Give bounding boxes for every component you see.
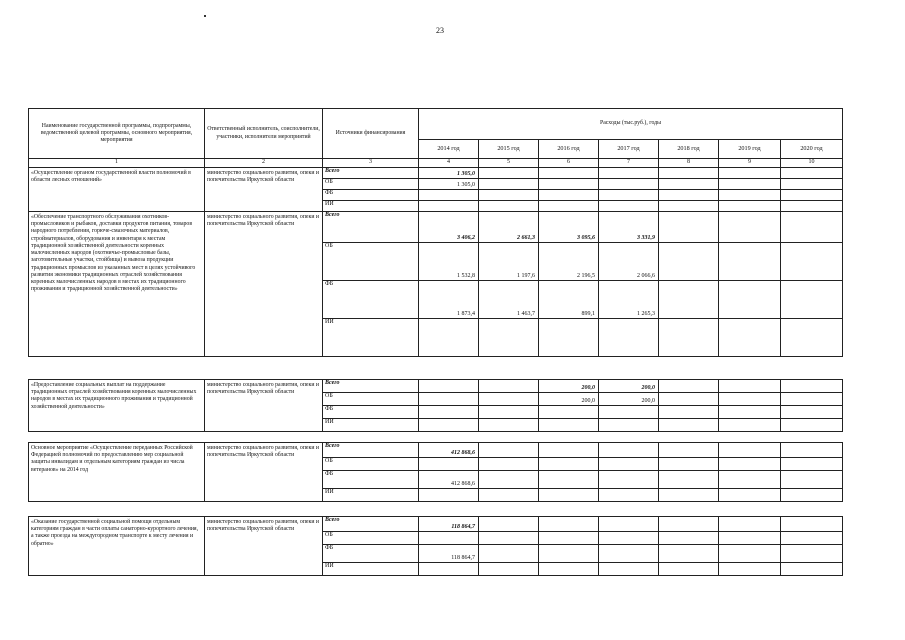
expense-value: [659, 489, 719, 502]
expense-value: [479, 471, 539, 489]
expense-value: [719, 179, 781, 190]
expense-value: 200,0: [599, 380, 659, 393]
expense-value: 118 864,7: [419, 545, 479, 563]
expense-value: [539, 458, 599, 471]
expense-value: [539, 179, 599, 190]
funding-source: ОБ: [323, 179, 419, 190]
expense-value: [659, 179, 719, 190]
expense-value: [719, 563, 781, 576]
expense-value: [659, 281, 719, 319]
expense-value: [781, 419, 843, 432]
funding-source: ФБ: [323, 406, 419, 419]
header-name: Наименование государственной программы, подпрограммы, ведомственной целевой программы, основного мероприятия, мероприятия: [29, 109, 205, 159]
responsible-executor: министерство социального развития, опеки и попечительства Иркутской области: [205, 168, 323, 212]
expense-value: 2 066,6: [599, 243, 659, 281]
funding-source: ОБ: [323, 458, 419, 471]
expense-value: [781, 517, 843, 532]
column-number: 2: [205, 159, 323, 168]
expense-value: [719, 471, 781, 489]
expense-value: 3 406,2: [419, 212, 479, 243]
header-year: 2016 год: [539, 140, 599, 159]
activity-name: Основное мероприятие «Осуществление переданных Российской Федерацией полномочий по предоставлению мер социальной защиты инвалидам и отдельным категориям граждан из числа ветеранов» на 2014 год: [29, 443, 205, 502]
spacer-row: [29, 502, 843, 517]
expense-value: 1 532,8: [419, 243, 479, 281]
header-year: 2019 год: [719, 140, 781, 159]
funding-source: ФБ: [323, 545, 419, 563]
expense-value: [599, 563, 659, 576]
expense-value: [419, 319, 479, 357]
expense-value: [479, 545, 539, 563]
spacer-row: [29, 357, 843, 380]
expense-value: [419, 380, 479, 393]
expense-value: 3 095,6: [539, 212, 599, 243]
expense-value: [659, 243, 719, 281]
expense-value: [781, 406, 843, 419]
expense-value: [781, 201, 843, 212]
expense-value: [659, 545, 719, 563]
expense-value: [781, 212, 843, 243]
expense-value: [659, 319, 719, 357]
funding-source: Всего: [323, 517, 419, 532]
column-number: 9: [719, 159, 781, 168]
expense-value: [719, 212, 781, 243]
expense-value: [419, 489, 479, 502]
expense-value: [419, 458, 479, 471]
expense-value: [479, 458, 539, 471]
expense-value: [539, 489, 599, 502]
column-number: 3: [323, 159, 419, 168]
expense-value: [539, 190, 599, 201]
expense-value: [781, 168, 843, 179]
expense-value: [781, 179, 843, 190]
expense-value: [599, 168, 659, 179]
expense-value: [599, 489, 659, 502]
header-responsible: Ответственный исполнитель, соисполнители, участники, исполнители мероприятий: [205, 109, 323, 159]
expense-value: [781, 532, 843, 545]
expense-value: [419, 190, 479, 201]
expense-value: [781, 443, 843, 458]
expense-value: [539, 443, 599, 458]
expense-value: [539, 201, 599, 212]
funding-source: ОБ: [323, 243, 419, 281]
expense-value: [659, 471, 719, 489]
expense-value: [659, 419, 719, 432]
expense-value: [599, 406, 659, 419]
expense-value: [659, 443, 719, 458]
expense-value: [659, 201, 719, 212]
expense-value: [479, 517, 539, 532]
expense-value: [479, 393, 539, 406]
table-header: [29, 109, 843, 168]
expense-value: [599, 471, 659, 489]
expense-value: [781, 489, 843, 502]
column-number: 8: [659, 159, 719, 168]
expense-value: [479, 168, 539, 179]
funding-source: Всего: [323, 380, 419, 393]
expense-value: [539, 406, 599, 419]
column-number: 1: [29, 159, 205, 168]
expense-value: [419, 419, 479, 432]
responsible-executor: министерство социального развития, опеки и попечительства Иркутской области: [205, 443, 323, 502]
funding-source: ИИ: [323, 201, 419, 212]
expense-value: [479, 406, 539, 419]
expense-value: [539, 532, 599, 545]
expense-value: [659, 406, 719, 419]
column-number: 5: [479, 159, 539, 168]
expense-value: [781, 319, 843, 357]
header-year: 2014 год: [419, 140, 479, 159]
table-row: [29, 212, 843, 243]
expense-value: [781, 393, 843, 406]
expense-value: [659, 532, 719, 545]
expense-value: [719, 168, 781, 179]
expense-value: 1 305,0: [419, 179, 479, 190]
funding-source: Всего: [323, 443, 419, 458]
funding-source: ИИ: [323, 319, 419, 357]
expense-value: [719, 201, 781, 212]
expense-value: [781, 545, 843, 563]
expense-value: 118 864,7: [419, 517, 479, 532]
expense-value: [719, 458, 781, 471]
expense-value: [719, 443, 781, 458]
table-row: [29, 517, 843, 532]
funding-source: Всего: [323, 168, 419, 179]
expense-value: [599, 458, 659, 471]
funding-source: ОБ: [323, 532, 419, 545]
spacer-row: [29, 432, 843, 443]
expense-value: [539, 168, 599, 179]
expense-value: [719, 281, 781, 319]
table-row: [29, 443, 843, 458]
expense-value: 2 196,5: [539, 243, 599, 281]
expense-value: [479, 419, 539, 432]
expense-value: [719, 243, 781, 281]
expense-value: 412 868,6: [419, 471, 479, 489]
expense-value: [719, 532, 781, 545]
expense-value: [479, 443, 539, 458]
expense-value: [479, 201, 539, 212]
expense-value: 2 661,3: [479, 212, 539, 243]
column-number: 6: [539, 159, 599, 168]
expense-value: [599, 319, 659, 357]
expense-value: [781, 243, 843, 281]
expense-value: [419, 201, 479, 212]
expense-value: [599, 201, 659, 212]
expense-value: [781, 380, 843, 393]
scan-speck: [204, 15, 206, 17]
expense-value: [719, 319, 781, 357]
expense-value: [419, 393, 479, 406]
expense-value: [599, 179, 659, 190]
expense-value: [659, 458, 719, 471]
expense-value: [719, 419, 781, 432]
expense-value: 899,1: [539, 281, 599, 319]
header-year: 2018 год: [659, 140, 719, 159]
expense-value: [539, 419, 599, 432]
expense-value: [599, 419, 659, 432]
funding-source: ФБ: [323, 471, 419, 489]
expense-value: [599, 517, 659, 532]
expense-value: [419, 532, 479, 545]
expense-value: [659, 563, 719, 576]
expense-value: [419, 563, 479, 576]
expense-value: [599, 443, 659, 458]
expense-value: [719, 489, 781, 502]
funding-source: ОБ: [323, 393, 419, 406]
funding-source: ИИ: [323, 419, 419, 432]
expense-value: [781, 458, 843, 471]
expense-value: [781, 563, 843, 576]
expense-value: [479, 179, 539, 190]
expense-value: 3 331,9: [599, 212, 659, 243]
expense-value: [539, 563, 599, 576]
expense-value: [479, 532, 539, 545]
expense-value: [539, 319, 599, 357]
header-year: 2017 год: [599, 140, 659, 159]
expense-value: [659, 380, 719, 393]
activity-name: «Предоставление социальных выплат на поддержание традиционных отраслей хозяйствования коренных малочисленных народов в местах их традиционного проживания и традиционной хозяйственной деятельности»: [29, 380, 205, 432]
expense-value: 200,0: [539, 393, 599, 406]
expense-value: [599, 190, 659, 201]
expense-value: [479, 489, 539, 502]
expense-value: [599, 545, 659, 563]
responsible-executor: министерство социального развития, опеки и попечительства Иркутской области: [205, 212, 323, 357]
header-source: Источники финансирования: [323, 109, 419, 159]
expense-value: [659, 190, 719, 201]
expense-value: [479, 563, 539, 576]
expense-value: [659, 393, 719, 406]
expense-value: 1 265,3: [599, 281, 659, 319]
expense-value: [479, 190, 539, 201]
expense-value: [539, 517, 599, 532]
header-year: 2015 год: [479, 140, 539, 159]
responsible-executor: министерство социального развития, опеки и попечительства Иркутской области: [205, 517, 323, 576]
table-row: [29, 168, 843, 179]
funding-source: ФБ: [323, 281, 419, 319]
expense-value: [719, 190, 781, 201]
expense-value: [719, 393, 781, 406]
expense-value: [719, 545, 781, 563]
header-year: 2020 год: [781, 140, 843, 159]
expense-value: [419, 406, 479, 419]
column-number: 10: [781, 159, 843, 168]
responsible-executor: министерство социального развития, опеки и попечительства Иркутской области: [205, 380, 323, 432]
expense-value: [659, 212, 719, 243]
expense-value: [659, 168, 719, 179]
expense-value: 200,0: [539, 380, 599, 393]
funding-source: ИИ: [323, 563, 419, 576]
expense-value: 412 868,6: [419, 443, 479, 458]
expense-value: 200,0: [599, 393, 659, 406]
column-number: 4: [419, 159, 479, 168]
expense-value: [659, 517, 719, 532]
activity-name: «Оказание государственной социальной помощи отдельным категориям граждан в части оплаты санаторно-курортного лечения, а также проезда на междугородном транспорте к месту лечения и обратно»: [29, 517, 205, 576]
expense-value: 1 305,0: [419, 168, 479, 179]
expense-value: [781, 471, 843, 489]
expense-value: [719, 380, 781, 393]
funding-source: Всего: [323, 212, 419, 243]
header-expenses: Расходы (тыс.руб.), годы: [419, 109, 843, 140]
budget-table: [28, 108, 843, 576]
expense-value: [479, 380, 539, 393]
table-row: [29, 380, 843, 393]
expense-value: [539, 471, 599, 489]
expense-value: 1 463,7: [479, 281, 539, 319]
activity-name: «Обеспечение транспортного обслуживания охотников-промысловиков и рыбаков, доставки продуктов питания, товаров народного потребления, горюче-смазочных материалов, стройматериалов, оборудования и инвентаря к местам традиционной хозяйственной деятельности коренных малочисленных народов (охотничье-промысловые базы, заготовительные участки, стойбища) и вывоза продукции традиционных промыслов из указанных мест в целях устойчивого развития экономики традиционных отраслей хозяйствования коренных малочисленных народов в местах их традиционного проживания и традиционной хозяйственной деятельности»: [29, 212, 205, 357]
expense-value: [479, 319, 539, 357]
column-number: 7: [599, 159, 659, 168]
expense-value: [719, 406, 781, 419]
expense-value: [781, 190, 843, 201]
activity-name: «Осуществление органом государственной власти полномочий в области лесных отношений»: [29, 168, 205, 212]
funding-source: ФБ: [323, 190, 419, 201]
expense-value: [781, 281, 843, 319]
expense-value: [719, 517, 781, 532]
expense-value: [539, 545, 599, 563]
expense-value: 1 197,6: [479, 243, 539, 281]
expense-value: 1 873,4: [419, 281, 479, 319]
page-number: 23: [436, 26, 444, 35]
table-body: [29, 168, 843, 576]
expense-value: [599, 532, 659, 545]
funding-source: ИИ: [323, 489, 419, 502]
